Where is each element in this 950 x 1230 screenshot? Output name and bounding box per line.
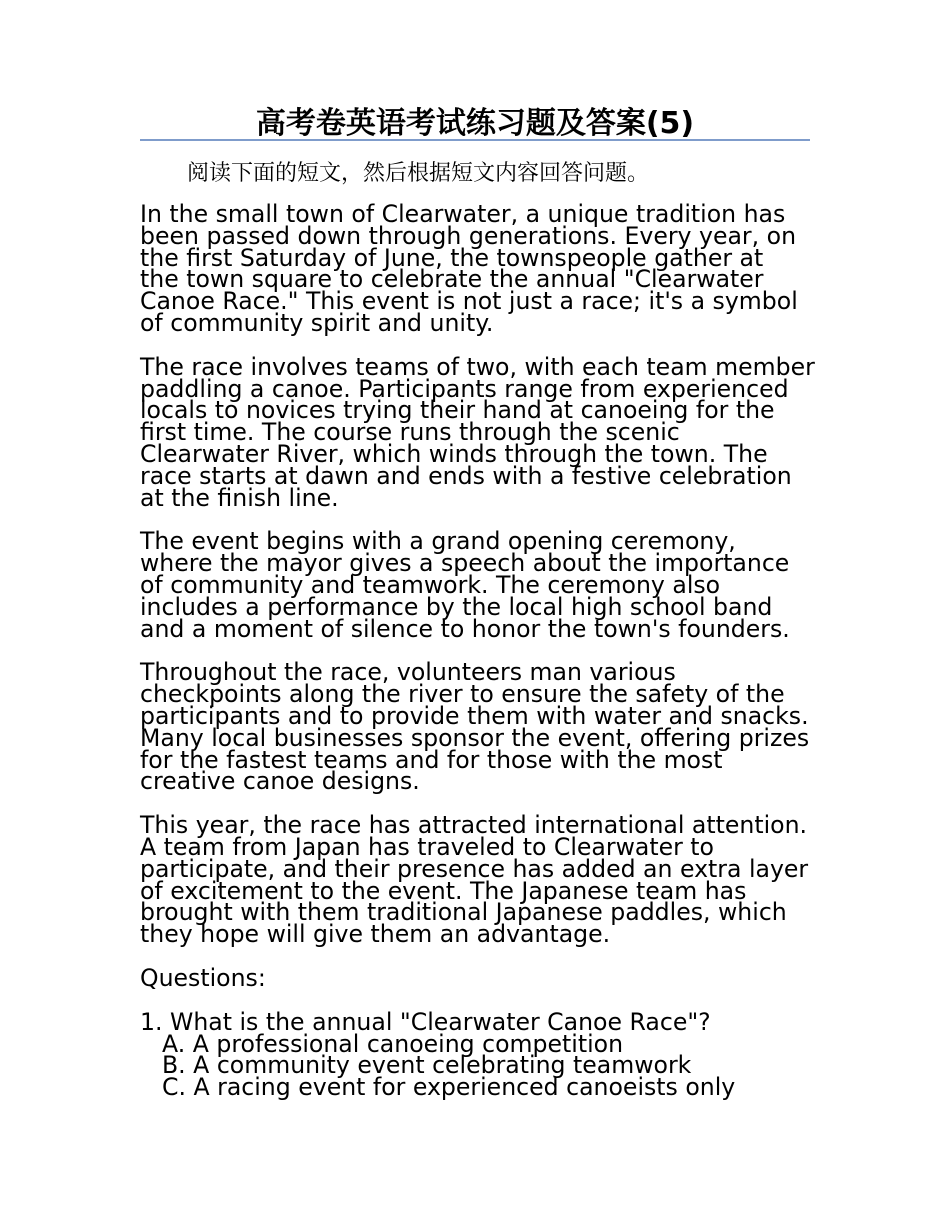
paragraph-line: where the mayor gives a speech about the importance — [140, 549, 790, 578]
paragraph-line: and a moment of silence to honor the town's founders. — [140, 614, 790, 643]
title-underline — [140, 139, 810, 141]
paragraph-line: participate, and their presence has added an extra layer — [140, 854, 809, 883]
paragraph-line: paddling a canoe. Participants range from experienced — [140, 374, 789, 403]
question-list — [140, 1007, 820, 1102]
paragraph-line: the first Saturday of June, the townspeople gather at — [140, 243, 764, 272]
paragraph-line: creative canoe designs. — [140, 767, 420, 796]
article-paragraph — [140, 527, 820, 643]
paragraph-line: race starts at dawn and ends with a festive celebration — [140, 461, 792, 490]
paragraph-line: This year, the race has attracted international attention. — [140, 811, 808, 840]
paragraph-line: at the finish line. — [140, 483, 339, 512]
paragraph-line: for the fastest teams and for those with the most — [140, 745, 723, 774]
article-paragraph — [140, 352, 820, 512]
paragraph-line: Many local businesses sponsor the event, offering prizes — [140, 723, 810, 752]
article-paragraph — [140, 200, 820, 337]
paragraph-line: they hope will give them an advantage. — [140, 920, 611, 949]
answer-option: C. A racing event for experienced canoeists only — [162, 1073, 736, 1102]
paragraph-line: of community and teamwork. The ceremony also — [140, 570, 721, 599]
answer-options — [140, 1029, 820, 1102]
answer-option: A. A professional canoeing competition — [162, 1029, 624, 1058]
paragraph-line: A team from Japan has traveled to Clearwater to — [140, 832, 714, 861]
page-title: 高考卷英语考试练习题及答案(5) — [255, 106, 695, 141]
paragraph-line: brought with them traditional Japanese paddles, which — [140, 898, 787, 927]
answer-option: B. A community event celebrating teamwork — [162, 1051, 692, 1080]
paragraph-line: locals to novices trying their hand at canoeing for the — [140, 396, 775, 425]
question-text: 1. What is the annual "Clearwater Canoe Race"? — [140, 1007, 711, 1036]
paragraph-line: The event begins with a grand opening ceremony, — [140, 527, 736, 556]
paragraph-line: includes a performance by the local high school band — [140, 592, 773, 621]
paragraph-line: Clearwater River, which winds through the town. The — [140, 439, 768, 468]
paragraph-line: of excitement to the event. The Japanese team has — [140, 876, 747, 905]
instruction-text: 阅读下面的短文，然后根据短文内容回答问题。 — [187, 161, 650, 186]
questions-heading: Questions: — [140, 963, 266, 992]
paragraph-line: checkpoints along the river to ensure the safety of the — [140, 680, 785, 709]
paragraph-line: the town square to celebrate the annual "Clearwater — [140, 265, 764, 294]
paragraph-line: been passed down through generations. Every year, on — [140, 221, 797, 250]
paragraph-line: The race involves teams of two, with each team member — [140, 352, 815, 381]
article-paragraphs — [140, 200, 820, 949]
paragraph-line: first time. The course runs through the scenic — [140, 418, 680, 447]
paragraph-line: Throughout the race, volunteers man various — [140, 658, 676, 687]
question-item — [140, 1007, 820, 1102]
paragraph-line: of community spirit and unity. — [140, 308, 494, 337]
article-paragraph — [140, 658, 820, 796]
paragraph-line: Canoe Race." This event is not just a race; it's a symbol — [140, 287, 798, 316]
paragraph-line: In the small town of Clearwater, a unique tradition has — [140, 200, 786, 228]
article-paragraph — [140, 811, 820, 949]
paragraph-line: participants and to provide them with water and snacks. — [140, 701, 809, 730]
article-body — [140, 200, 820, 1102]
